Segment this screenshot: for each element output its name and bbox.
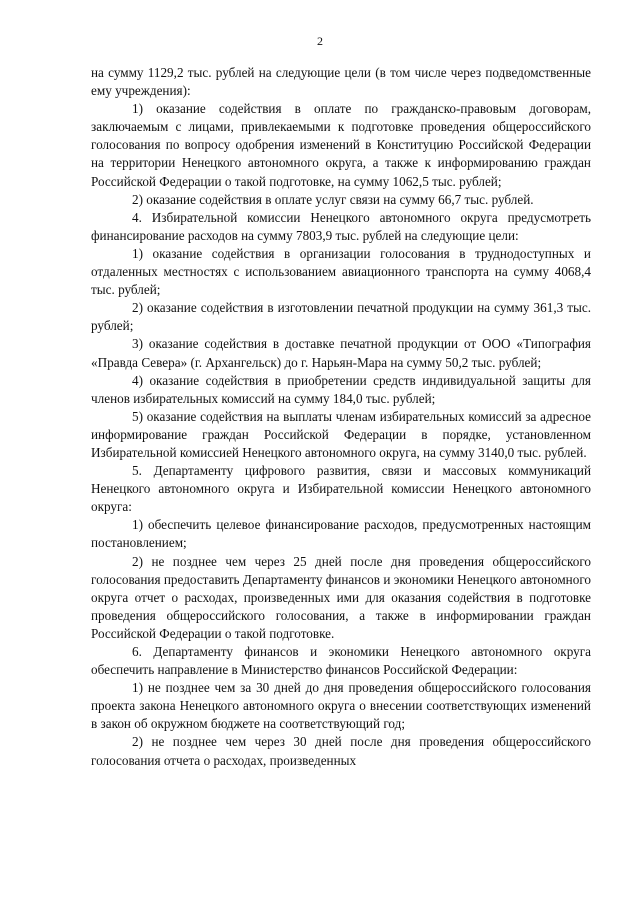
paragraph-item-1: 1) оказание содействия в оплате по гражданско-правовым договорам, заключаемым с лицами, привлекаемыми к подготовке проведения общероссийского голосования по вопросу одобрения изменений в Конституцию Российской Федерации на территории Ненецкого автономного округа, а также к информированию граждан Российской Федерации о такой подготовке, на сумму 1062,5 тыс. рублей;: [91, 101, 591, 189]
paragraph-section-4-item-1: 1) оказание содействия в организации голосования в труднодоступных и отдаленных местностях с использованием авиационного транспорта на сумму 4068,4 тыс. рублей;: [91, 245, 591, 298]
paragraph-section-5-item-2: 2) не позднее чем через 25 дней после дня проведения общероссийского голосования предоставить Департаменту финансов и экономики Ненецкого автономного округа отчет о расходах, произведенных ими для оказания содействия в подготовке проведения общероссийского голосования, а также в информировании граждан Российской Федерации о такой подготовке.: [91, 553, 591, 641]
paragraph-section-5: 5. Департаменту цифрового развития, связи и массовых коммуникаций Ненецкого автономного округа и Избирательной комиссии Ненецкого автономного округа:: [91, 463, 591, 515]
paragraph-section-4-item-2: 2) оказание содействия в изготовлении печатной продукции на сумму 361,3 тыс. рублей;: [91, 300, 591, 334]
paragraph-section-5-item-1: 1) обеспечить целевое финансирование расходов, предусмотренных настоящим постановлением;: [91, 517, 591, 551]
paragraph-section-4-item-5: 5) оказание содействия на выплаты членам избирательных комиссий за адресное информирование граждан Российской Федерации в порядке, установленном Избирательной комиссией Ненецкого автономного округа, на сумму 3140,0 тыс. рублей.: [91, 408, 591, 460]
paragraph-section-4-item-3: 3) оказание содействия в доставке печатной продукции от ООО «Типография «Правда Севера» (г. Архангельск) до г. Нарьян-Мара на сумму 50,2 тыс. рублей;: [91, 336, 591, 370]
paragraph-section-6-item-2: 2) не позднее чем через 30 дней после дня проведения общероссийского голосования отчета о расходах, произведенных: [91, 734, 591, 768]
paragraph-section-6-item-1: 1) не позднее чем за 30 дней до дня проведения общероссийского голосования проекта закона Ненецкого автономного округа о внесении соответствующих изменений в закон об окружном бюджете на соответствующий год;: [91, 680, 591, 732]
paragraph-continuation: на сумму 1129,2 тыс. рублей на следующие цели (в том числе через подведомственные ему учреждения):: [91, 65, 591, 99]
paragraph-section-6: 6. Департаменту финансов и экономики Ненецкого автономного округа обеспечить направление в Министерство финансов Российской Федерации:: [91, 644, 591, 678]
paragraph-section-4-item-4: 4) оказание содействия в приобретении средств индивидуальной защиты для членов избирательных комиссий на сумму 184,0 тыс. рублей;: [91, 372, 591, 406]
page-number: 2: [317, 34, 323, 48]
document-body: [91, 64, 591, 770]
paragraph-item-2: 2) оказание содействия в оплате услуг связи на сумму 66,7 тыс. рублей.: [132, 191, 534, 207]
paragraph-section-4: 4. Избирательной комиссии Ненецкого автономного округа предусмотреть финансирование расходов на сумму 7803,9 тыс. рублей на следующие цели:: [91, 209, 591, 243]
